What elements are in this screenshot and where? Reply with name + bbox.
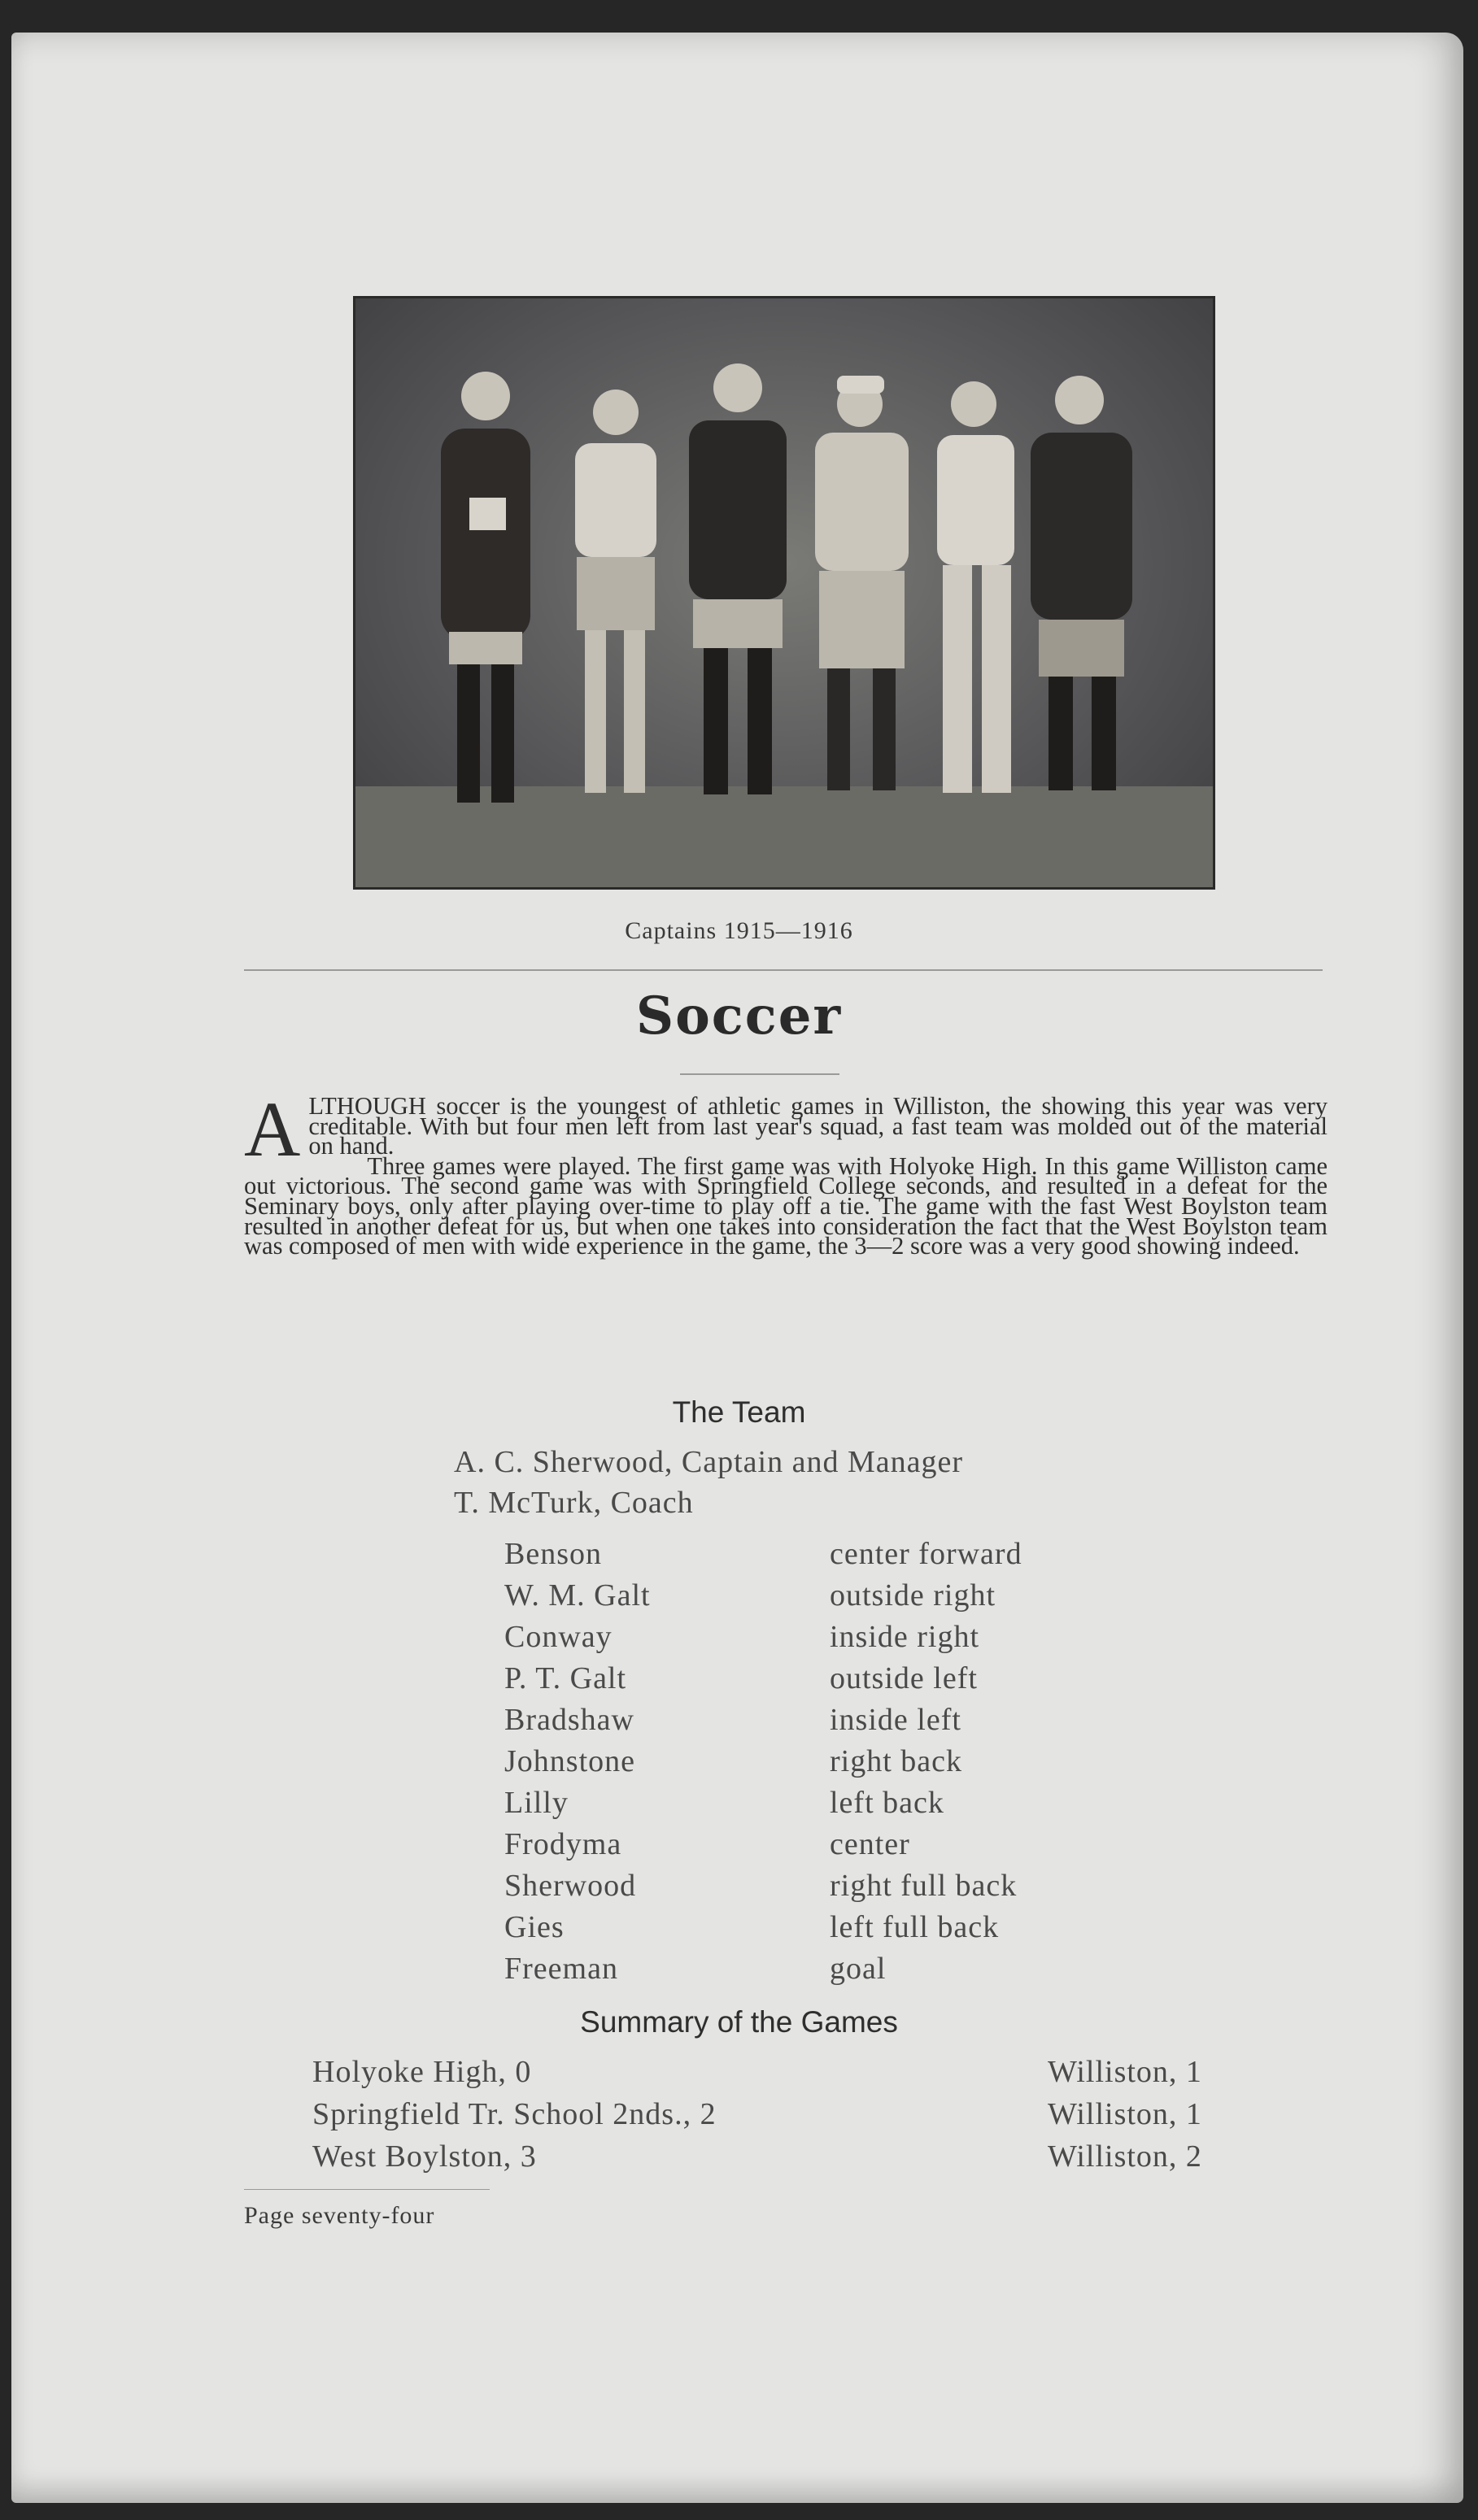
footer-rule: [244, 2189, 490, 2190]
player-figure: [575, 390, 656, 793]
roster-player-name: Benson: [504, 1537, 602, 1571]
roster-player-name: Frodyma: [504, 1827, 622, 1861]
article-paragraph: [244, 1086, 1328, 1173]
roster-player-position: center forward: [830, 1537, 1022, 1571]
roster-player-name: Freeman: [504, 1952, 618, 1986]
roster-player-position: outside left: [830, 1661, 978, 1695]
roster-player-name: Conway: [504, 1620, 613, 1654]
game-opponent-score: Holyoke High, 0: [312, 2055, 532, 2089]
page-number-footer: Page seventy-four: [244, 2202, 435, 2229]
article-paragraph: [244, 1151, 1328, 1260]
title-underline: [680, 1073, 839, 1075]
game-williston-score: Williston, 1: [1048, 2055, 1202, 2089]
team-captain: A. C. Sherwood, Captain and Manager: [454, 1445, 963, 1479]
roster-player-name: P. T. Galt: [504, 1661, 627, 1695]
roster-player-position: center: [830, 1827, 910, 1861]
player-figure: [937, 381, 1014, 793]
player-figure: [1031, 376, 1132, 790]
roster-player-position: inside left: [830, 1703, 961, 1737]
team-coach: T. McTurk, Coach: [454, 1486, 694, 1520]
player-figure: [689, 363, 787, 794]
game-opponent-score: West Boylston, 3: [312, 2139, 537, 2174]
roster-player-position: goal: [830, 1952, 887, 1986]
roster-player-position: inside right: [830, 1620, 980, 1654]
roster-player-name: W. M. Galt: [504, 1578, 651, 1613]
roster-player-position: right back: [830, 1744, 963, 1778]
roster-player-name: Sherwood: [504, 1869, 637, 1903]
game-williston-score: Williston, 1: [1048, 2097, 1202, 2131]
roster-player-position: outside right: [830, 1578, 996, 1613]
game-opponent-score: Springfield Tr. School 2nds., 2: [312, 2097, 717, 2131]
roster-player-name: Bradshaw: [504, 1703, 634, 1737]
captains-photo: [353, 296, 1215, 890]
roster-player-name: Lilly: [504, 1786, 569, 1820]
roster-player-name: Johnstone: [504, 1744, 635, 1778]
team-heading: The Team: [672, 1395, 806, 1429]
photo-floor: [355, 786, 1213, 887]
roster-player-position: left back: [830, 1786, 944, 1820]
player-figure: [441, 372, 530, 803]
roster-player-name: Gies: [504, 1910, 565, 1944]
roster-player-position: right full back: [830, 1869, 1018, 1903]
player-figure: [815, 376, 909, 790]
drop-cap: A: [244, 1086, 301, 1173]
article-body: [244, 1086, 1328, 1260]
paragraph-text: Three games were played. The first game was with Holyoke High. In this game Williston came out victorious. The second game was with Springfield College seconds, and resulted in a defeat for the Seminary boys, only after playing over-time to play off a tie. The game with the fast West Boylston team resulted in another defeat for us, but when one takes into consideration the fact that the West Boylston team was composed of men with wide experience in the game, the 3—2 score was a very good showing indeed.: [244, 1151, 1328, 1260]
divider-rule: [244, 969, 1323, 971]
game-williston-score: Williston, 2: [1048, 2139, 1202, 2174]
roster-player-position: left full back: [830, 1910, 1000, 1944]
paragraph-text: LTHOUGH soccer is the youngest of athletic games in Williston, the showing this year was very creditable. With but four men left from last year's squad, a fast team was molded out of the material on hand.: [308, 1092, 1328, 1160]
captains-photo-figures: [355, 298, 1213, 887]
page-title: Soccer: [635, 986, 843, 1047]
photo-caption: Captains 1915—1916: [625, 917, 853, 944]
summary-heading: Summary of the Games: [580, 2005, 898, 2039]
